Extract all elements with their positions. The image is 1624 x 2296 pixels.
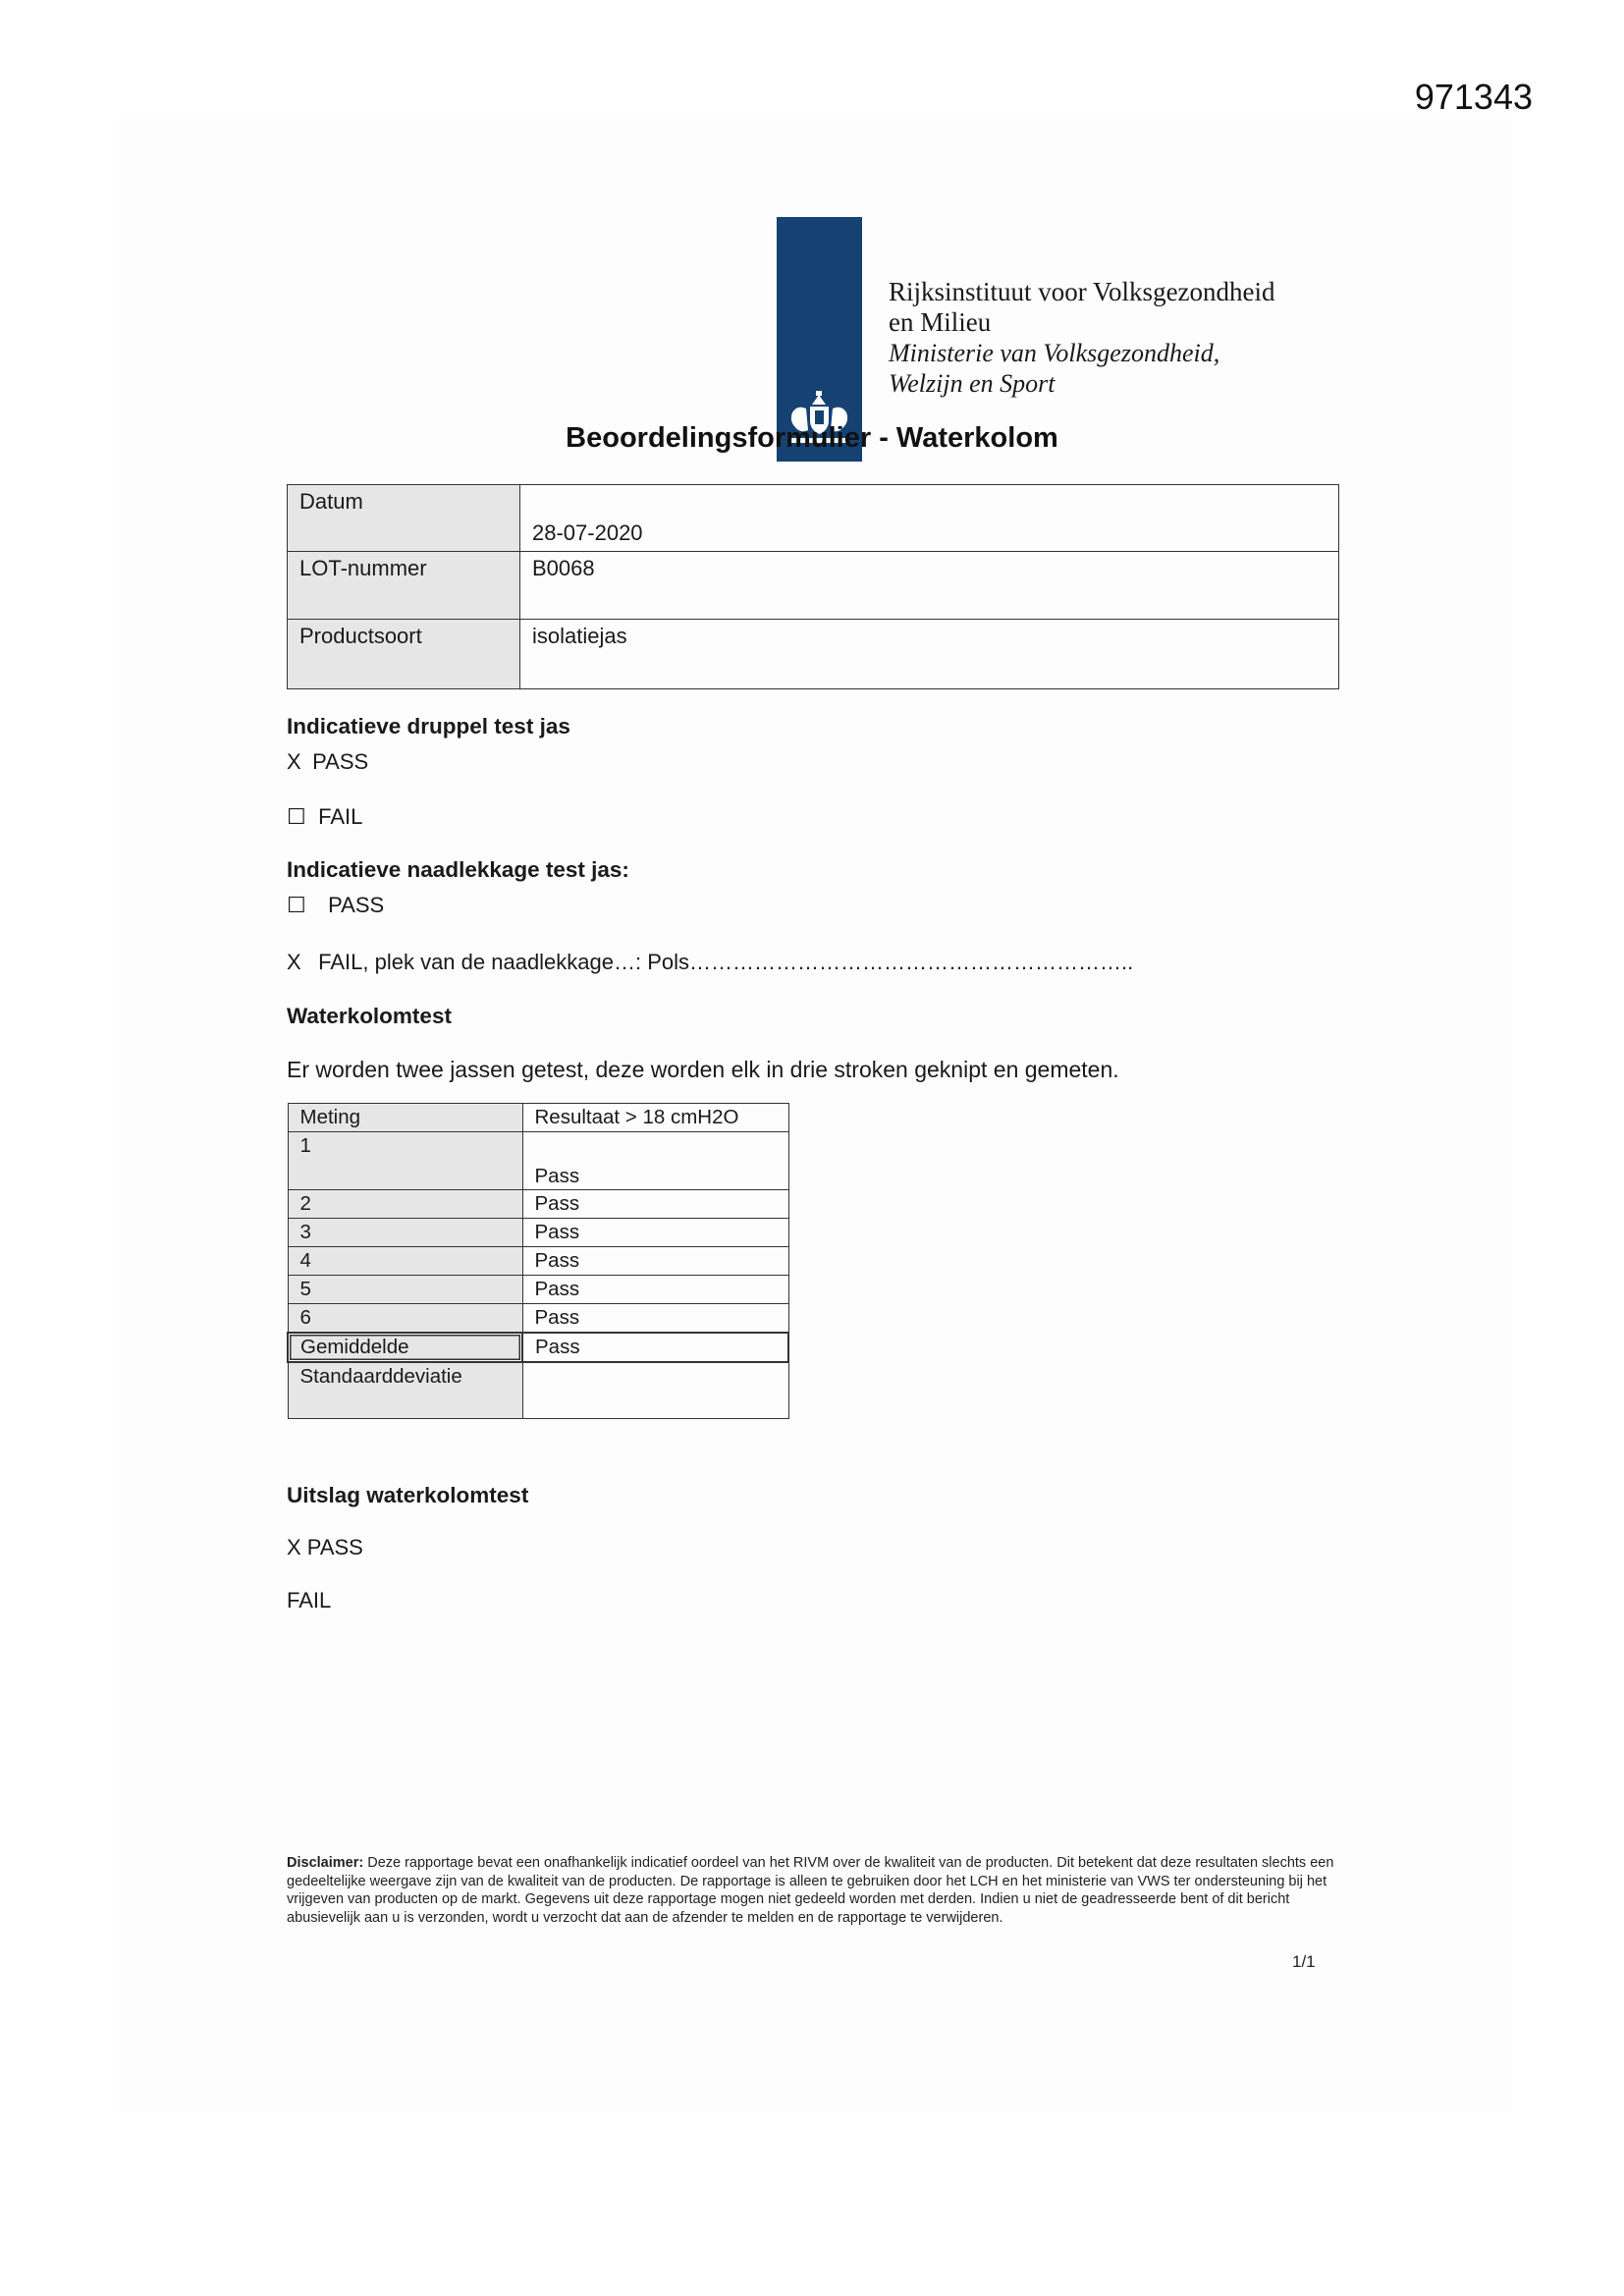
org-line-3: Ministerie van Volksgezondheid, xyxy=(889,339,1220,367)
table-header-row xyxy=(288,1104,788,1132)
row-label: 4 xyxy=(288,1247,522,1276)
document-number: 971343 xyxy=(1414,77,1533,117)
row-label: 2 xyxy=(288,1190,522,1219)
disclaimer xyxy=(287,1854,1347,1927)
average-label: Gemiddelde xyxy=(288,1333,522,1362)
product-label: Productsoort xyxy=(288,620,520,689)
std-dev-value xyxy=(522,1362,788,1419)
org-line-4: Welzijn en Sport xyxy=(889,369,1056,398)
col-result-header: Resultaat > 18 cmH2O xyxy=(522,1104,788,1132)
row-label: 3 xyxy=(288,1219,522,1247)
std-dev-label: Standaarddeviatie xyxy=(288,1362,522,1419)
row-label: 6 xyxy=(288,1304,522,1334)
page-number: 1/1 xyxy=(1292,1952,1316,1971)
lot-label: LOT-nummer xyxy=(288,552,520,620)
row-value: Pass xyxy=(522,1276,788,1304)
lot-value: B0068 xyxy=(520,552,1339,620)
leak-test-pass-option xyxy=(287,893,384,918)
row-label: 5 xyxy=(288,1276,522,1304)
date-label: Datum xyxy=(288,485,520,552)
leak-pass-label: PASS xyxy=(328,893,385,917)
drop-pass-label: PASS xyxy=(312,749,369,774)
drop-fail-checkbox[interactable]: ☐ xyxy=(287,804,306,829)
drop-test-heading: Indicatieve druppel test jas xyxy=(287,714,570,738)
table-row xyxy=(288,1276,788,1304)
table-row xyxy=(288,1190,788,1219)
date-value: 28-07-2020 xyxy=(532,520,643,545)
drop-pass-checkbox[interactable]: X xyxy=(287,749,301,774)
measurement-table xyxy=(287,1103,789,1419)
std-dev-row xyxy=(288,1362,788,1419)
table-row xyxy=(288,1304,788,1334)
row-value: Pass xyxy=(522,1132,788,1190)
result-pass: X PASS xyxy=(287,1535,363,1559)
org-line-2: en Milieu xyxy=(889,307,992,337)
leak-fail-checkbox[interactable]: X xyxy=(287,950,301,974)
drop-test-fail-option xyxy=(287,804,362,830)
row-value: Pass xyxy=(522,1219,788,1247)
table-row xyxy=(288,485,1339,552)
row-value: Pass xyxy=(522,1190,788,1219)
table-row xyxy=(288,1247,788,1276)
table-row xyxy=(288,1219,788,1247)
page-title: Beoordelingsformulier - Waterkolom xyxy=(566,422,1058,454)
row-value: Pass xyxy=(522,1304,788,1334)
drop-fail-label: FAIL xyxy=(318,804,363,829)
water-column-description: Er worden twee jassen getest, deze worden elk in drie stroken geknipt en gemeten. xyxy=(287,1057,1119,1082)
water-column-heading: Waterkolomtest xyxy=(287,1004,452,1028)
result-heading: Uitslag waterkolomtest xyxy=(287,1483,529,1507)
row-label: 1 xyxy=(288,1132,522,1190)
leak-fail-label: FAIL, plek van de naadlekkage…: Pols…………………………………………………….. xyxy=(318,950,1134,974)
table-row xyxy=(288,552,1339,620)
date-cell xyxy=(520,485,1339,552)
leak-pass-checkbox[interactable]: ☐ xyxy=(287,893,306,917)
organization-name xyxy=(889,277,1275,399)
product-value: isolatiejas xyxy=(520,620,1339,689)
info-table xyxy=(287,484,1339,689)
leak-test-heading: Indicatieve naadlekkage test jas: xyxy=(287,857,629,882)
drop-test-pass-option xyxy=(287,749,368,775)
row-value: Pass xyxy=(522,1247,788,1276)
disclaimer-text: Deze rapportage bevat een onafhankelijk indicatief oordeel van het RIVM over de kwaliteit van de producten. Dit betekent dat deze resultaten slechts een gedeeltelijke weergave zijn van de kwaliteit van de producten. De rapportage is alleen te gebruiken door het LCH en het ministerie van VWS ter ondersteuning bij het vrijgeven van producten op de markt. Gegevens uit deze rapportage mogen niet gedeeld worden met derden. Indien u niet de geadresseerde bent of dit bericht abusievelijk aan u is verzonden, wordt u verzocht dat aan de afzender te melden en de rapportage te verwijderen. xyxy=(287,1855,1334,1926)
table-row xyxy=(288,620,1339,689)
result-fail: FAIL xyxy=(287,1588,332,1613)
col-measure-header: Meting xyxy=(288,1104,522,1132)
org-line-1: Rijksinstituut voor Volksgezondheid xyxy=(889,277,1275,306)
table-row xyxy=(288,1132,788,1190)
average-value: Pass xyxy=(522,1333,788,1362)
leak-test-fail-option xyxy=(287,950,1133,975)
average-row xyxy=(288,1333,788,1362)
disclaimer-label: Disclaimer: xyxy=(287,1855,364,1871)
